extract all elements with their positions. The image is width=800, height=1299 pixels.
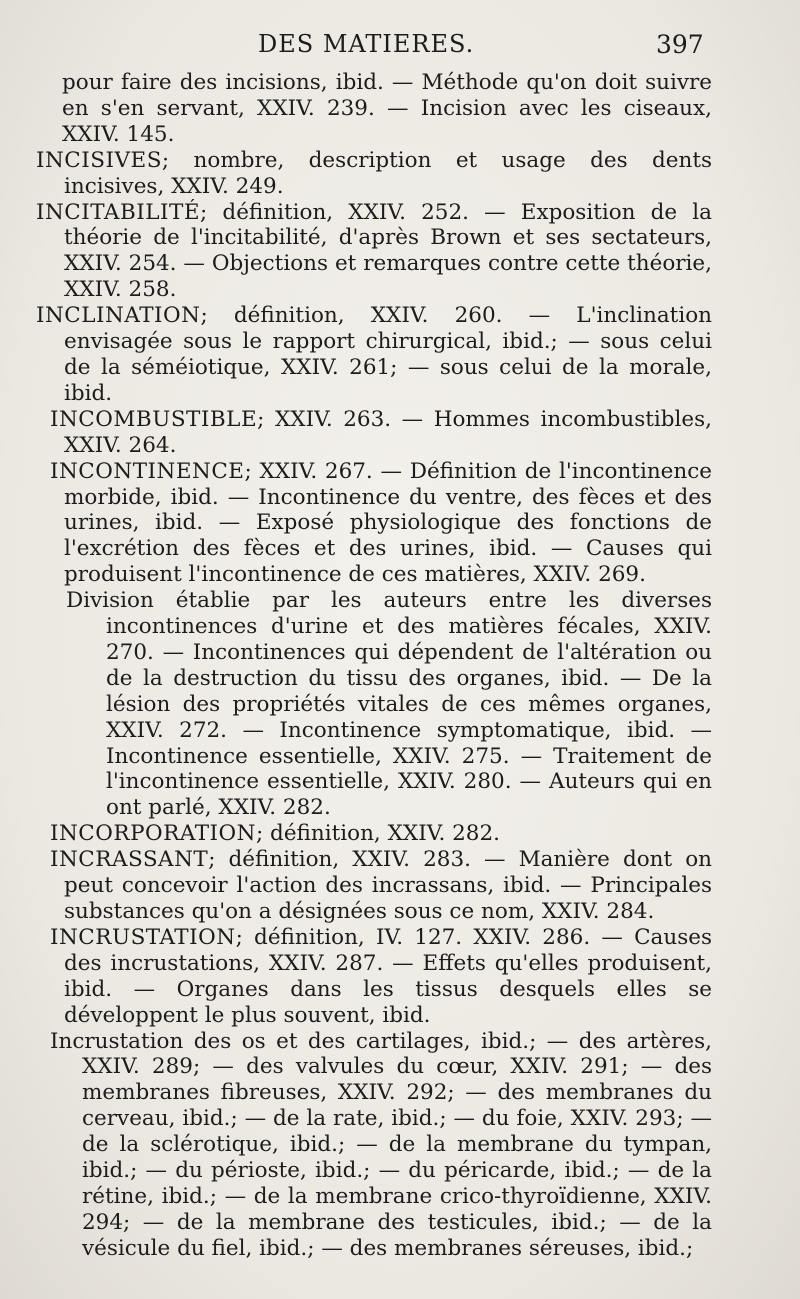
index-entry-inclination: INCLINATION; définition, XXIV. 260. — L'inclination envisagée sous le rapport chirurgical, ibid.; — sous celui de la séméiotique, XXIV. 261; — sous celui de la morale, ibid. bbox=[36, 303, 712, 406]
index-entry-incrustation: INCRUSTATION; définition, IV. 127. XXIV. 286. — Causes des incrustations, XXIV. 287. — Effets qu'elles produisent, ibid. — Organes dans les tissus desquels elles se développent le plus souvent, ibid. bbox=[50, 924, 712, 1028]
index-entry-incrassant: INCRASSANT; définition, XXIV. 283. — Manière dont on peut concevoir l'action des incrassans, ibid. — Principales substances qu'on a désignées sous ce nom, XXIV. 284. bbox=[50, 847, 712, 924]
index-entry-incombustible: INCOMBUSTIBLE; XXIV. 263. — Hommes incombustibles, XXIV. 264. bbox=[50, 406, 712, 458]
headword: INCONTINENCE bbox=[50, 458, 245, 484]
headword: INCORPORATION bbox=[50, 821, 256, 847]
index-subentry-incrustation: Incrustation des os et des cartilages, ibid.; — des artères, XXIV. 289; — des valvules du cœur, XXIV. 291; — des membranes fibreuses, XXIV. 292; — des membranes du cerveau, ibid.; — de la rate, ibid.; — du foie, XXIV. 293; — de la sclérotique, ibid.; — de la membrane du tympan, ibid.; — du périoste, ibid.; — du péricarde, ibid.; — de la rétine, ibid.; — de la membrane crico-thyroïdienne, XXIV. 294; — de la membrane des testicules, ibid.; — de la vésicule du fiel, ibid.; — des membranes séreuses, ibid.; bbox=[50, 1028, 712, 1261]
headword: INCRUSTATION bbox=[50, 924, 236, 950]
headword: INCITABILITÉ bbox=[36, 199, 201, 225]
index-text bbox=[36, 70, 712, 1262]
page-header bbox=[0, 30, 800, 70]
headword: INCISIVES bbox=[36, 147, 162, 173]
page-number: 397 bbox=[656, 30, 704, 59]
index-entry-incisives: INCISIVES; nombre, description et usage des dents incisives, XXIV. 249. bbox=[36, 147, 712, 199]
headword: INCOMBUSTIBLE bbox=[50, 406, 258, 432]
index-entry-continuation: pour faire des incisions, ibid. — Méthode qu'on doit suivre en s'en servant, XXIV. 239. — Incision avec les ciseaux, XXIV. 145. bbox=[62, 70, 712, 147]
index-entry-incitabilite: INCITABILITÉ; définition, XXIV. 252. — Exposition de la théorie de l'incitabilité, d'après Brown et ses sectateurs, XXIV. 254. — Objections et remarques contre cette théorie, XXIV. 258. bbox=[36, 199, 712, 303]
headword: INCRASSANT bbox=[50, 847, 209, 873]
headword: INCLINATION bbox=[36, 303, 201, 329]
index-subentry-division: Division établie par les auteurs entre les diverses incontinences d'urine et des matières fécales, XXIV. 270. — Incontinences qui dépendent de l'altération ou de la destruction du tissu des organes, ibid. — De la lésion des propriétés vitales de ces mêmes organes, XXIV. 272. — Incontinence symptomatique, ibid. — Incontinence essentielle, XXIV. 275. — Traitement de l'incontinence essentielle, XXIV. 280. — Auteurs qui en ont parlé, XXIV. 282. bbox=[66, 588, 712, 821]
running-head: DES MATIERES. bbox=[258, 30, 475, 58]
index-entry-incorporation: INCORPORATION; définition, XXIV. 282. bbox=[50, 821, 501, 847]
index-entry-incontinence: INCONTINENCE; XXIV. 267. — Définition de l'incontinence morbide, ibid. — Incontinence du ventre, des fèces et des urines, ibid. — Exposé physiologique des fonctions de l'excrétion des fèces et des urines, ibid. — Causes qui produisent l'incontinence de ces matières, XXIV. 269. bbox=[50, 458, 712, 588]
